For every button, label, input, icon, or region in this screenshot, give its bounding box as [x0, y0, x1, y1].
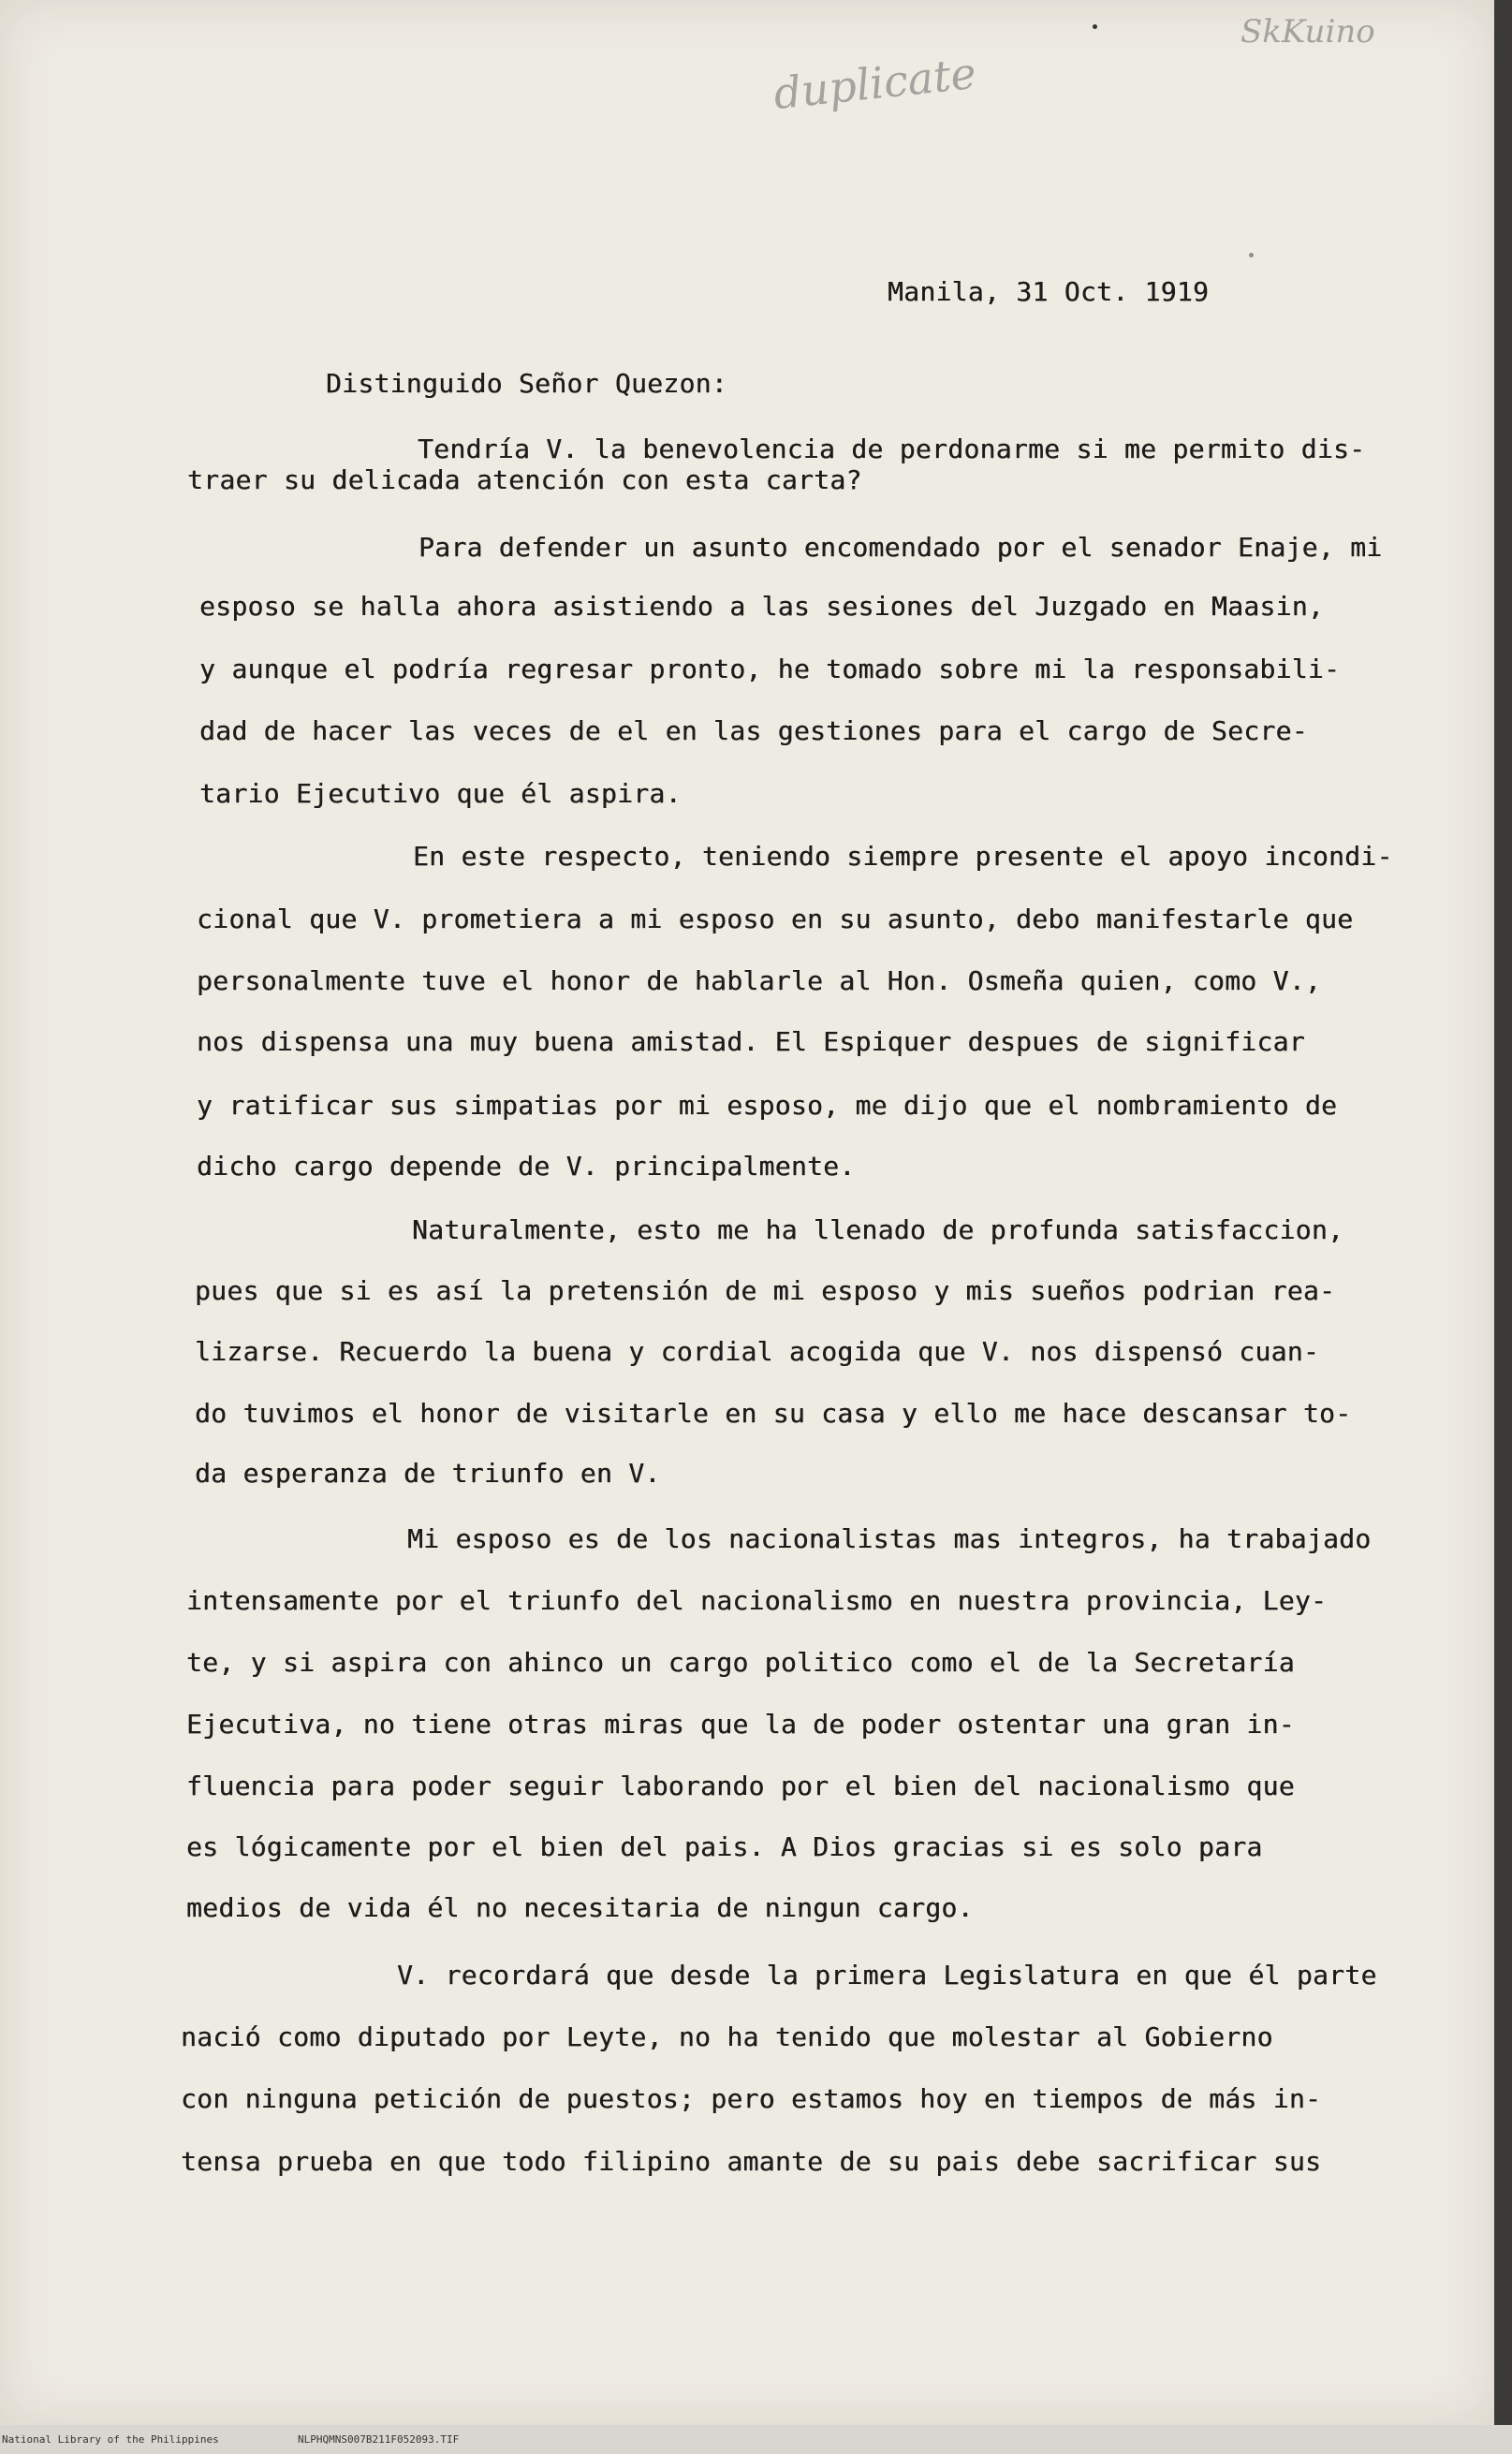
- scan-footer-strip: [0, 2425, 1512, 2454]
- letter-line: es lógicamente por el bien del pais. A Dios gracias si es solo para: [186, 1831, 1263, 1862]
- letter-line: Mi esposo es de los nacionalistas mas integros, ha trabajado: [407, 1523, 1372, 1554]
- letter-line: nos dispensa una muy buena amistad. El Espiquer despues de significar: [197, 1026, 1305, 1057]
- archive-annotation-top-right: SkKuino: [1240, 13, 1375, 51]
- letter-line: pues que si es así la pretensión de mi esposo y mis sueños podrian rea-: [195, 1275, 1336, 1306]
- letter-line: medios de vida él no necesitaria de ningun cargo.: [186, 1892, 974, 1923]
- letter-line: Naturalmente, esto me ha llenado de profunda satisfaccion,: [412, 1214, 1344, 1245]
- letter-line: dicho cargo depende de V. principalmente.: [197, 1151, 856, 1182]
- letter-line: dad de hacer las veces de el en las gestiones para el cargo de Secre-: [199, 715, 1308, 746]
- letter-line: intensamente por el triunfo del nacionalismo en nuestra provincia, Ley-: [186, 1585, 1328, 1616]
- letter-line: lizarse. Recuerdo la buena y cordial acogida que V. nos dispensó cuan-: [195, 1336, 1320, 1367]
- letter-line: traer su delicada atención con esta carta?: [187, 464, 862, 495]
- letter-line: nació como diputado por Leyte, no ha tenido que molestar al Gobierno: [181, 2021, 1273, 2052]
- letter-date: Manila, 31 Oct. 1919: [888, 276, 1210, 307]
- archive-annotation-duplicate: duplicate: [771, 47, 979, 120]
- letter-line: Tendría V. la benevolencia de perdonarme si me permito dis-: [418, 433, 1366, 464]
- speck: [1249, 253, 1254, 257]
- letter-line: esposo se halla ahora asistiendo a las sesiones del Juzgado en Maasin,: [199, 591, 1325, 622]
- letter-line: y ratificar sus simpatias por mi esposo, me dijo que el nombramiento de: [197, 1090, 1338, 1121]
- letter-line: te, y si aspira con ahinco un cargo politico como el de la Secretaría: [186, 1647, 1295, 1678]
- letter-line: tario Ejecutivo que él aspira.: [199, 778, 682, 809]
- letter-line: fluencia para poder seguir laborando por el bien del nacionalismo que: [186, 1771, 1295, 1801]
- letter-line: da esperanza de triunfo en V.: [195, 1458, 661, 1489]
- letter-line: V. recordará que desde la primera Legislatura en que él parte: [397, 1960, 1377, 1991]
- letter-line: con ninguna petición de puestos; pero estamos hoy en tiempos de más in-: [181, 2083, 1322, 2114]
- footer-file-id: NLPHQMNS007B211F052093.TIF: [298, 2433, 460, 2446]
- letter-line: Ejecutiva, no tiene otras miras que la de poder ostentar una gran in-: [186, 1709, 1295, 1740]
- letter-salutation: Distinguido Señor Quezon:: [326, 368, 727, 399]
- speck: [1093, 24, 1097, 29]
- letter-line: do tuvimos el honor de visitarle en su casa y ello me hace descansar to-: [195, 1398, 1352, 1429]
- letter-line: personalmente tuve el honor de hablarle al Hon. Osmeña quien, como V.,: [197, 965, 1322, 996]
- letter-line: tensa prueba en que todo filipino amante de su pais debe sacrificar sus: [181, 2146, 1322, 2177]
- letter-line: y aunque el podría regresar pronto, he tomado sobre mi la responsabili-: [199, 654, 1341, 684]
- letter-line: cional que V. prometiera a mi esposo en su asunto, debo manifestarle que: [197, 904, 1354, 934]
- footer-institution: National Library of the Philippines: [2, 2433, 219, 2446]
- letter-line: En este respecto, teniendo siempre presente el apoyo incondi-: [413, 841, 1393, 872]
- letter-line: Para defender un asunto encomendado por el senador Enaje, mi: [418, 532, 1383, 563]
- scan-edge: [1494, 0, 1512, 2454]
